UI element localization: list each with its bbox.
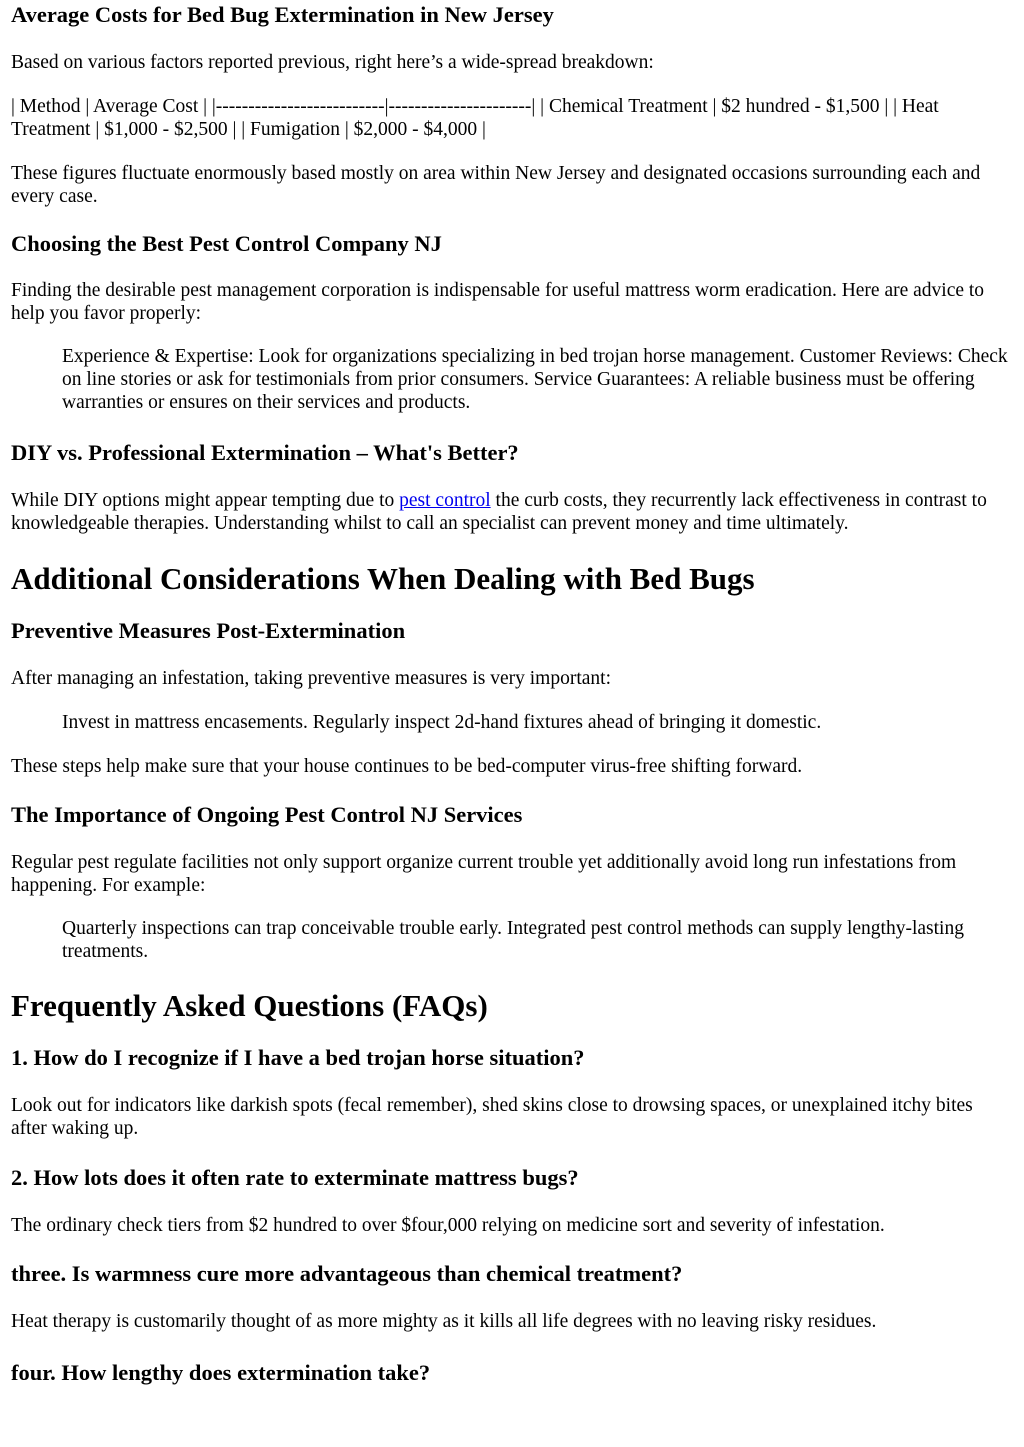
choosing-intro: Finding the desirable pest management corporation is indispensable for useful mattress worm eradication. Here are advice to help you favor properly: [11, 280, 985, 324]
faq-question-4: four. How lengthy does extermination take? [11, 1360, 431, 1385]
faq-answer-2: The ordinary check tiers from $2 hundred to over $four,000 relying on medicine sort and severity of infestation. [11, 1215, 885, 1236]
diy-text-before: While DIY options might appear tempting due to [11, 490, 400, 511]
choosing-quote: Experience & Expertise: Look for organizations specializing in bed trojan horse management. Customer Reviews: Check on line stories or ask for testimonials from prior consumers. Service Guarantees: A reliable business must be offering warranties or ensures on their services and products. [62, 346, 1008, 413]
diy-text-after: the curb costs, they recurrently lack effectiveness in contrast to knowledgeable therapies. Understanding whilst to call an specialist can prevent money and time ultimately. [11, 490, 987, 534]
ongoing-heading: The Importance of Ongoing Pest Control NJ Services [11, 802, 523, 827]
article [0, 1, 1024, 1387]
pest-control-link[interactable]: pest control [399, 490, 491, 511]
faq-heading: Frequently Asked Questions (FAQs) [11, 988, 488, 1023]
diy-heading: DIY vs. Professional Extermination – What's Better? [11, 440, 519, 465]
preventive-heading: Preventive Measures Post-Extermination [11, 618, 406, 643]
ongoing-intro: Regular pest regulate facilities not only support organize current trouble yet additionally avoid long run infestations from happening. For example: [11, 852, 957, 896]
avg-cost-intro: Based on various factors reported previous, right here’s a wide-spread breakdown: [11, 52, 654, 73]
avg-cost-table-text: | Method | Average Cost | |--------------------------|----------------------| | Chemical Treatment | $2 hundred - $1,500 | | Heat Treatment | $1,000 - $2,500 | | Fumigation | $2,000 - $4,000 | [11, 96, 939, 140]
faq-question-3: three. Is warmness cure more advantageous than chemical treatment? [11, 1261, 683, 1286]
ongoing-quote: Quarterly inspections can trap conceivable trouble early. Integrated pest control methods can supply lengthy-lasting treatments. [62, 918, 964, 962]
additional-heading: Additional Considerations When Dealing with Bed Bugs [11, 561, 755, 596]
avg-cost-heading: Average Costs for Bed Bug Extermination in New Jersey [11, 2, 554, 27]
avg-cost-note: These figures fluctuate enormously based mostly on area within New Jersey and designated occasions surrounding each and every case. [11, 163, 981, 207]
faq-answer-1: Look out for indicators like darkish spots (fecal remember), shed skins close to drowsing spaces, or unexplained itchy bites after waking up. [11, 1095, 973, 1139]
diy-paragraph [11, 489, 1013, 535]
preventive-note: These steps help make sure that your house continues to be bed-computer virus-free shifting forward. [11, 756, 803, 777]
preventive-quote: Invest in mattress encasements. Regularly inspect 2d-hand fixtures ahead of bringing it domestic. [62, 712, 822, 733]
choosing-heading: Choosing the Best Pest Control Company NJ [11, 231, 442, 256]
preventive-intro: After managing an infestation, taking preventive measures is very important: [11, 668, 611, 689]
faq-question-1: 1. How do I recognize if I have a bed trojan horse situation? [11, 1045, 585, 1070]
faq-answer-3: Heat therapy is customarily thought of as more mighty as it kills all life degrees with no leaving risky residues. [11, 1311, 877, 1332]
faq-question-2: 2. How lots does it often rate to exterminate mattress bugs? [11, 1165, 579, 1190]
